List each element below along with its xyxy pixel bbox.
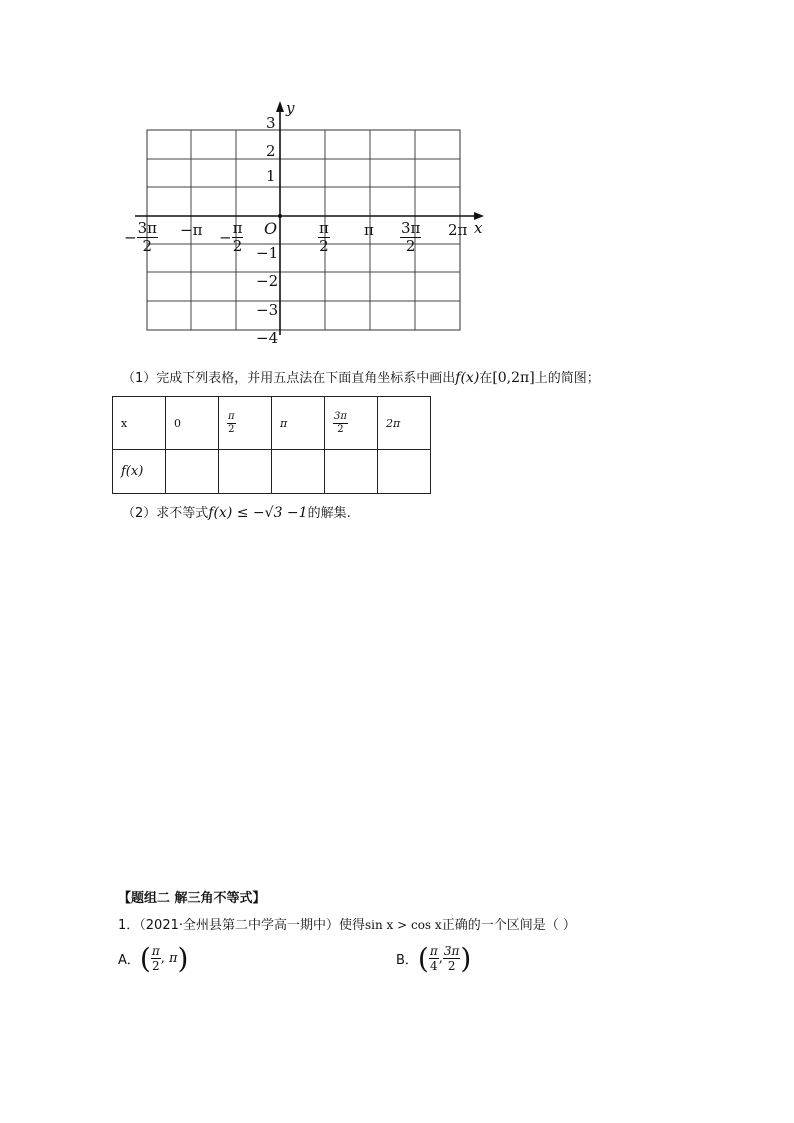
x-tick-2pi: 2π [448,221,468,239]
x-tick-den: 2 [142,237,153,255]
x-tick-sign: − [219,228,232,247]
y-axis-label: y [286,99,295,117]
frac-den: 2 [337,423,344,435]
table-cell-x-value: 0 [166,397,219,450]
inequality-expression: f(x) ≤ −√3 −1 [208,505,308,521]
origin-label: O [264,219,278,238]
value-table [112,396,431,494]
table-row [113,397,431,450]
left-paren-icon: ( [417,942,429,975]
section-title: 【题组二 解三角不等式】 [118,891,266,906]
y-tick-label: −1 [256,244,279,262]
problem-1-text [118,914,576,933]
frac-num: π [429,944,438,958]
option-a[interactable] [118,942,188,975]
comma: , [160,951,169,966]
option-b[interactable] [396,942,471,975]
coordinate-grid-figure [110,95,490,355]
table-cell-x-value [325,397,378,450]
y-tick-label: 1 [266,167,276,185]
x-axis-label: x [474,219,483,237]
y-tick-label: −3 [256,301,279,319]
table-cell-x-value: 2π [378,397,431,450]
x-tick-den: 2 [232,237,243,255]
table-cell-empty [272,450,325,494]
problem-number: 1． [118,918,140,933]
question-1-suffix: 上的简图； [534,371,600,386]
y-axis-arrow [276,101,284,112]
table-cell-x-value: π [272,397,325,450]
x-tick-num: 3π [137,219,157,237]
x-tick-num: π [232,219,243,237]
problem-source: （2021·全州县第二中学高一期中）使得 [139,918,365,933]
question-1-mid: 在 [479,371,493,386]
right-paren-icon: ) [460,942,472,975]
problem-tail: 正确的一个区间是（ ） [441,918,576,933]
table-cell-empty [378,450,431,494]
table-cell-empty [219,450,272,494]
table-cell-x-label: x [113,397,166,450]
right-paren-icon: ) [177,942,189,975]
x-tick-den: 2 [405,237,416,255]
x-tick-neg-3pi-over-2 [124,221,158,254]
problem-inequality: sin x > cos x [365,918,442,932]
y-tick-label: −2 [256,272,279,290]
frac-den: 2 [447,959,456,973]
table-row [113,450,431,494]
x-tick-3pi-over-2 [400,221,421,254]
left-paren-icon: ( [139,942,151,975]
x-tick-sign: − [124,228,137,247]
table-cell-empty [325,450,378,494]
option-a-label: A． [118,953,140,968]
x-tick-pi-over-2 [318,221,330,254]
frac-num: 3π [443,944,460,958]
question-2-text [122,502,351,521]
option-b-label: B． [396,953,418,968]
y-tick-label: −4 [256,329,279,347]
frac-den: 4 [429,959,438,973]
y-tick-label: 3 [266,114,276,132]
question-1-prefix: （1）完成下列表格，并用五点法在下面直角坐标系中画出 [122,371,456,386]
x-tick-pi: π [364,221,374,239]
y-tick-label: 2 [266,142,276,160]
origin-dot [278,214,282,218]
frac-den: 2 [151,959,160,973]
table-cell-f-label: f(x) [113,450,166,494]
table-cell-empty [166,450,219,494]
frac-den: 2 [228,423,235,435]
table-cell-x-value [219,397,272,450]
question-1-text [122,367,600,386]
interval: [0,2π] [492,370,535,386]
x-tick-neg-pi: −π [180,221,203,239]
frac-num: 3π [334,410,347,422]
question-2-prefix: （2）求不等式 [122,506,209,521]
x-tick-den: 2 [319,237,329,255]
function-name: f(x) [455,370,480,386]
frac-num: π [151,944,160,958]
x-tick-neg-pi-over-2 [219,221,243,254]
x-tick-num: 3π [401,219,421,237]
x-tick-num: π [319,219,329,237]
comma: , [438,951,443,966]
option-a-right: π [169,951,178,966]
frac-num: π [228,410,235,422]
question-2-suffix: 的解集. [307,506,351,521]
